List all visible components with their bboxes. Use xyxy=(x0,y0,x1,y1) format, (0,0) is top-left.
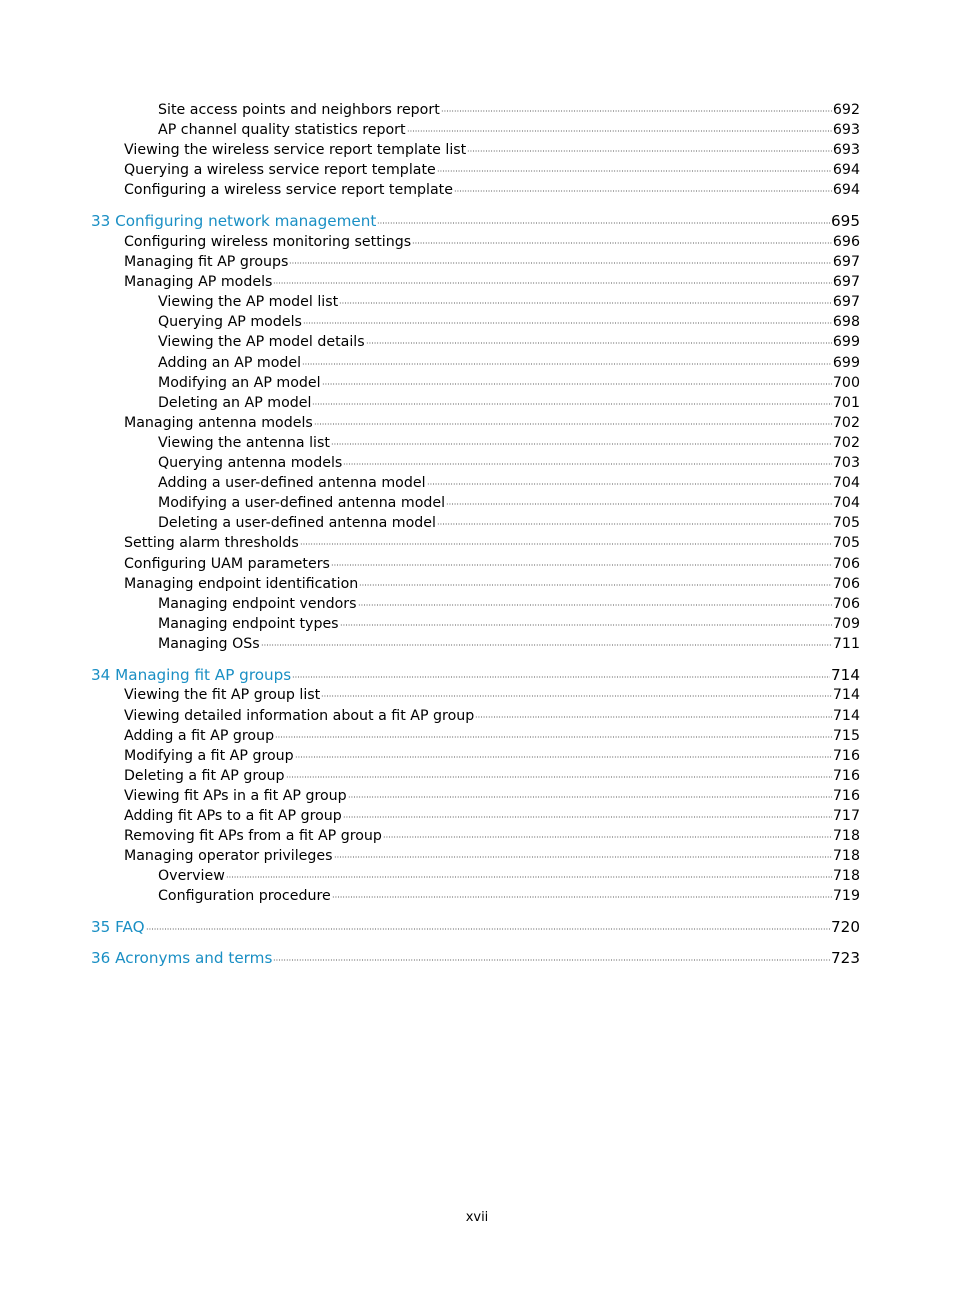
toc-entry-page-number: 709 xyxy=(832,615,860,632)
page-number-footer: xvii xyxy=(465,1210,489,1225)
toc-entry[interactable] xyxy=(158,614,860,634)
toc-entry[interactable] xyxy=(124,554,860,574)
dot-leader xyxy=(334,856,832,858)
dot-leader xyxy=(348,796,832,798)
toc-entry-page-number: 693 xyxy=(832,142,860,159)
toc-entry-page-number: 694 xyxy=(832,162,860,179)
dot-leader xyxy=(302,363,832,365)
toc-entry[interactable] xyxy=(158,866,860,886)
toc-entry-title: Configuring wireless monitoring settings xyxy=(124,233,412,250)
toc-entry[interactable] xyxy=(158,393,860,413)
dot-leader xyxy=(377,222,830,224)
dot-leader xyxy=(146,928,830,930)
dot-leader xyxy=(303,322,832,324)
toc-entry-page-number: 694 xyxy=(832,182,860,199)
toc-entry[interactable] xyxy=(124,726,860,746)
toc-chapter-entry[interactable] xyxy=(91,211,860,231)
toc-entry[interactable] xyxy=(124,685,860,705)
dot-leader xyxy=(339,302,832,304)
toc-entry-page-number: 714 xyxy=(831,665,860,684)
toc-entry-page-number: 704 xyxy=(832,495,860,512)
toc-entry-page-number: 702 xyxy=(832,414,860,431)
dot-leader xyxy=(454,190,832,192)
toc-entry-title: Managing operator privileges xyxy=(124,848,333,865)
toc-entry-title: Managing AP models xyxy=(124,274,273,291)
dot-leader xyxy=(343,816,832,818)
toc-entry-page-number: 711 xyxy=(832,635,860,652)
toc-entry-page-number: 716 xyxy=(832,787,860,804)
toc-entry-title: Viewing the antenna list xyxy=(158,434,330,451)
toc-entry-page-number: 696 xyxy=(832,233,860,250)
toc-entry-title: Adding fit APs to a fit AP group xyxy=(124,808,342,824)
toc-entry-title: 33 Configuring network management xyxy=(91,212,377,231)
dot-leader xyxy=(407,130,832,132)
dot-leader xyxy=(300,543,832,545)
toc-entry-page-number: 698 xyxy=(832,314,860,331)
toc-entry-page-number: 723 xyxy=(831,949,860,968)
dot-leader xyxy=(312,403,831,405)
toc-entry-title: Configuring UAM parameters xyxy=(124,555,330,572)
toc-entry-title: Modifying an AP model xyxy=(158,374,321,391)
toc-entry-title: Configuring a wireless service report template xyxy=(124,182,453,199)
toc-entry-title: Deleting a fit AP group xyxy=(124,767,285,784)
toc-entry-title: Managing endpoint identification xyxy=(124,575,359,592)
toc-entry-page-number: 701 xyxy=(832,394,860,411)
toc-entry[interactable] xyxy=(124,252,860,272)
dot-leader xyxy=(286,776,832,778)
toc-entry[interactable] xyxy=(158,433,860,453)
toc-entry-title: Querying AP models xyxy=(158,314,302,331)
toc-entry[interactable] xyxy=(124,806,860,826)
toc-entry[interactable] xyxy=(158,493,860,513)
toc-entry-page-number: 703 xyxy=(832,455,860,471)
toc-entry[interactable] xyxy=(158,100,860,120)
toc-entry[interactable] xyxy=(158,453,860,473)
toc-entry-page-number: 718 xyxy=(832,848,860,865)
toc-entry-page-number: 716 xyxy=(832,767,860,784)
toc-chapter-entry[interactable] xyxy=(91,665,860,685)
toc-entry-page-number: 692 xyxy=(832,102,860,118)
dot-leader xyxy=(343,463,832,465)
dot-leader xyxy=(314,423,832,425)
toc-entry-title: Viewing the AP model details xyxy=(158,334,365,351)
dot-leader xyxy=(273,959,830,961)
toc-entry-title: Managing OSs xyxy=(158,635,260,652)
toc-entry-title: 35 FAQ xyxy=(91,918,145,937)
toc-entry-title: Viewing the fit AP group list xyxy=(124,687,321,704)
toc-entry[interactable] xyxy=(158,332,860,352)
toc-entry-title: Viewing the wireless service report template list xyxy=(124,142,467,159)
toc-chapter-entry[interactable] xyxy=(91,948,860,968)
toc-entry[interactable] xyxy=(124,140,860,160)
toc-entry-page-number: 697 xyxy=(832,294,860,311)
dot-leader xyxy=(467,150,832,152)
toc-entry[interactable] xyxy=(124,826,860,846)
toc-entry[interactable] xyxy=(158,513,860,533)
toc-entry-title: Site access points and neighbors report xyxy=(158,102,440,118)
toc-entry-page-number: 705 xyxy=(832,515,860,532)
dot-leader xyxy=(321,695,832,697)
toc-entry-title: Querying antenna models xyxy=(158,455,343,471)
toc-entry[interactable] xyxy=(124,533,860,553)
dot-leader xyxy=(331,564,832,566)
dot-leader xyxy=(366,342,832,344)
toc-entry-page-number: 705 xyxy=(832,535,860,552)
toc-entry-title: Managing fit AP groups xyxy=(124,254,289,270)
toc-entry-title: Viewing detailed information about a fit AP group xyxy=(124,707,475,724)
dot-leader xyxy=(359,584,832,586)
toc-entry-title: Adding a fit AP group xyxy=(124,727,275,744)
toc-entry-page-number: 706 xyxy=(832,595,860,612)
dot-leader xyxy=(289,262,831,264)
toc-entry[interactable] xyxy=(124,180,860,200)
toc-entry-page-number: 697 xyxy=(832,254,860,270)
toc-entry[interactable] xyxy=(158,594,860,614)
toc-entry[interactable] xyxy=(124,232,860,252)
toc-entry-page-number: 706 xyxy=(832,575,860,592)
dot-leader xyxy=(412,242,832,244)
toc-entry-title: Setting alarm thresholds xyxy=(124,535,299,552)
toc-entry-title: Viewing fit APs in a fit AP group xyxy=(124,787,347,804)
dot-leader xyxy=(295,756,832,758)
toc-entry[interactable] xyxy=(124,786,860,806)
toc-entry[interactable] xyxy=(158,120,860,140)
dot-leader xyxy=(292,676,830,678)
toc-entry-title: Adding an AP model xyxy=(158,354,302,371)
toc-entry[interactable] xyxy=(158,634,860,654)
dot-leader xyxy=(427,483,832,485)
toc-entry-page-number: 699 xyxy=(832,354,860,371)
toc-entry[interactable] xyxy=(158,886,860,906)
dot-leader xyxy=(331,443,832,445)
toc-entry-page-number: 697 xyxy=(832,274,860,291)
toc-entry-page-number: 714 xyxy=(832,707,860,724)
toc-entry-page-number: 717 xyxy=(832,808,860,824)
toc-entry-page-number: 699 xyxy=(832,334,860,351)
toc-entry[interactable] xyxy=(124,746,860,766)
toc-entry-page-number: 695 xyxy=(831,212,860,231)
toc-entry[interactable] xyxy=(124,160,860,180)
dot-leader xyxy=(475,716,832,718)
toc-entry-title: Deleting a user-defined antenna model xyxy=(158,515,436,532)
toc-entry-page-number: 700 xyxy=(832,374,860,391)
toc-entry-page-number: 693 xyxy=(832,122,860,139)
toc-entry-title: AP channel quality statistics report xyxy=(158,122,406,139)
dot-leader xyxy=(446,503,832,505)
toc-entry[interactable] xyxy=(158,312,860,332)
toc-entry-title: Removing fit APs from a fit AP group xyxy=(124,828,382,845)
toc-entry[interactable] xyxy=(124,846,860,866)
toc-entry-title: Adding a user-defined antenna model xyxy=(158,475,426,492)
dot-leader xyxy=(437,523,832,525)
dot-leader xyxy=(261,644,832,646)
toc-entry-title: Modifying a user-defined antenna model xyxy=(158,495,446,512)
toc-entry-title: Viewing the AP model list xyxy=(158,294,339,311)
toc-entry-title: Deleting an AP model xyxy=(158,394,312,411)
dot-leader xyxy=(332,896,832,898)
toc-entry-page-number: 718 xyxy=(832,828,860,845)
toc-entry[interactable] xyxy=(158,473,860,493)
dot-leader xyxy=(358,604,832,606)
dot-leader xyxy=(441,110,832,112)
toc-entry[interactable] xyxy=(124,766,860,786)
dot-leader xyxy=(273,282,831,284)
dot-leader xyxy=(275,736,832,738)
toc-entry-title: Managing antenna models xyxy=(124,414,313,431)
toc-entry[interactable] xyxy=(158,353,860,373)
toc-entry-page-number: 706 xyxy=(832,555,860,572)
toc-chapter-entry[interactable] xyxy=(91,917,860,937)
toc-entry[interactable] xyxy=(124,574,860,594)
toc-entry-page-number: 718 xyxy=(832,868,860,885)
toc-entry[interactable] xyxy=(124,413,860,433)
toc-entry-page-number: 716 xyxy=(832,747,860,764)
toc-entry-title: Overview xyxy=(158,868,225,885)
toc-entry-page-number: 702 xyxy=(832,434,860,451)
toc-entry-title: Managing endpoint vendors xyxy=(158,595,357,612)
toc-entry-page-number: 704 xyxy=(832,475,860,492)
toc-entry-title: Querying a wireless service report template xyxy=(124,162,436,179)
toc-entry[interactable] xyxy=(124,272,860,292)
toc-entry-page-number: 720 xyxy=(831,918,860,937)
toc-entry[interactable] xyxy=(124,706,860,726)
toc-entry-title: Configuration procedure xyxy=(158,888,331,905)
dot-leader xyxy=(437,170,832,172)
toc-entry-title: 36 Acronyms and terms xyxy=(91,949,273,968)
toc-entry-page-number: 719 xyxy=(832,888,860,905)
dot-leader xyxy=(322,383,832,385)
toc-entry-title: Managing endpoint types xyxy=(158,615,339,632)
toc-entry-title: Modifying a fit AP group xyxy=(124,747,294,764)
dot-leader xyxy=(340,624,832,626)
toc-entry-page-number: 715 xyxy=(832,727,860,744)
dot-leader xyxy=(383,836,832,838)
toc-entry[interactable] xyxy=(158,292,860,312)
dot-leader xyxy=(226,876,832,878)
toc-entry-page-number: 714 xyxy=(832,687,860,704)
toc-entry-title: 34 Managing fit AP groups xyxy=(91,665,292,684)
toc-entry[interactable] xyxy=(158,373,860,393)
